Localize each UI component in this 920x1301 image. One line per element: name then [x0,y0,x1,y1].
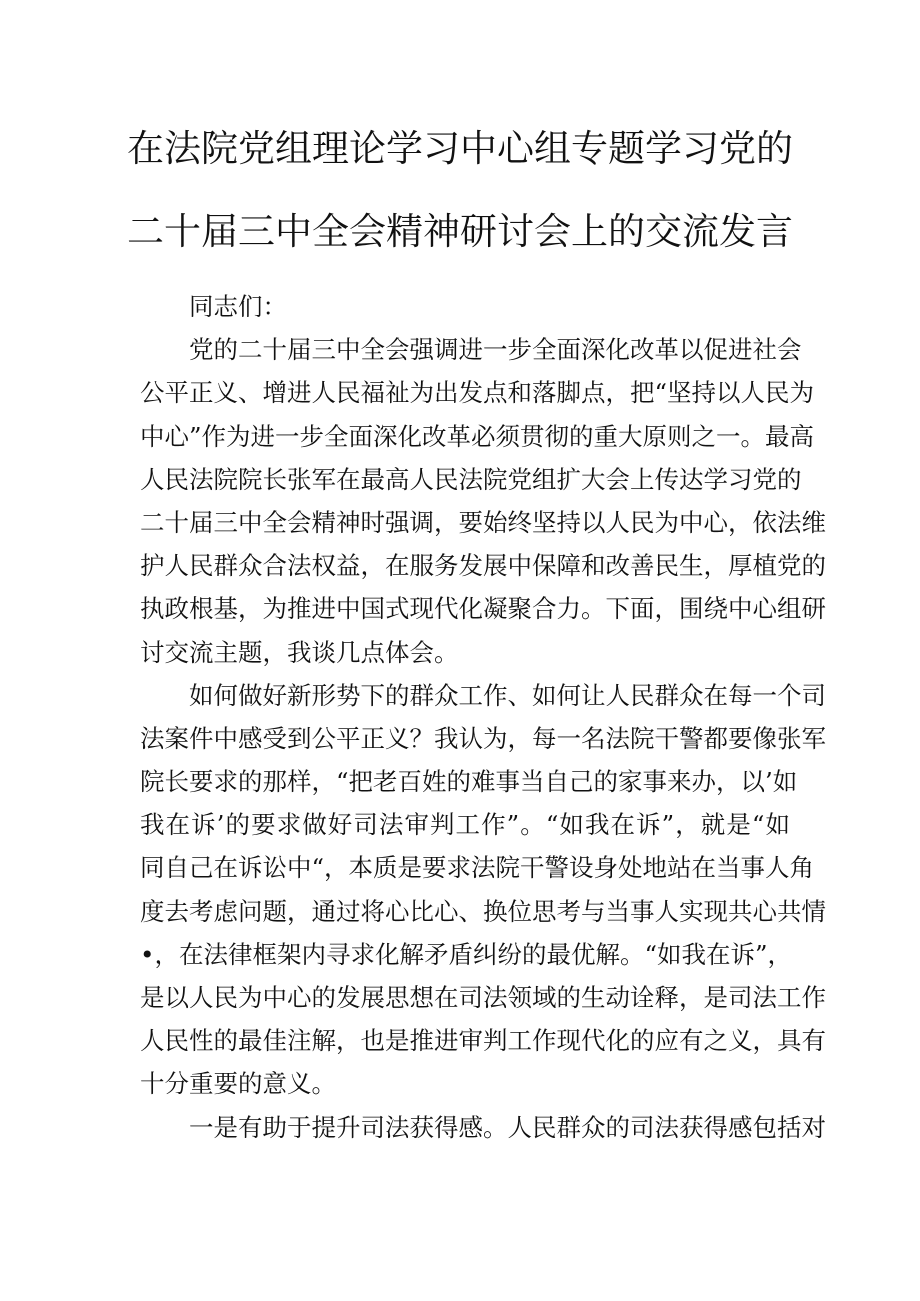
paragraph-1 [140,328,826,674]
paragraph-3 [140,1106,826,1149]
paragraph-line: 护人民群众合法权益，在服务发展中保障和改善民生，厚植党的 [140,551,826,581]
document-title-line-1: 在法院党组理论学习中心组专题学习党的 [127,127,793,170]
paragraph-line: 是以人民为中心的发展思想在司法领域的生动诠释，是司法工作 [140,983,826,1012]
paragraph-line: 院长要求的那样，“把老百姓的难事当自己的家事来办，以’如 [140,767,798,797]
paragraph-line: 中心”作为进一步全面深化改革必须贯彻的重大原则之一。最高 [140,421,815,451]
paragraph-line: 法案件中感受到公平正义？我认为，每一名法院干警都要像张军 [140,723,826,753]
paragraph-line: 人民性的最佳注解，也是推进审判工作现代化的应有之义，具有 [140,1026,826,1056]
paragraph-line: 一是有助于提升司法获得感。人民群众的司法获得感包括对 [189,1112,826,1142]
paragraph-line: 党的二十届三中全会强调进一步全面深化改革以促进社会 [189,335,802,365]
paragraph-line: 二十届三中全会精神时强调，要始终坚持以人民为中心，依法维 [140,507,826,537]
document-body [140,285,826,1149]
paragraph-line: 讨交流主题，我谈几点体会。 [140,637,459,667]
paragraph-line: 如何做好新形势下的群众工作、如何让人民群众在每一个司 [189,680,826,710]
paragraph-line: 公平正义、增进人民福祉为出发点和落脚点，把“坚持以人民为 [140,378,815,408]
paragraph-line: •，在法律框架内寻求化解矛盾纠纷的最优解。“如我在诉”， [140,939,792,969]
paragraph-line: 我在诉’的要求做好司法审判工作”。“如我在诉”，就是“如 [140,810,790,840]
paragraph-line: 人民法院院长张军在最高人民法院党组扩大会上传达学习党的 [140,464,802,494]
paragraph-2 [140,674,826,1106]
paragraph-line: 十分重要的意义。 [140,1069,336,1099]
salutation: 同志们： [189,292,287,321]
paragraph-line: 同自己在诉讼中“，本质是要求法院干警设身处地站在当事人角 [140,853,815,883]
paragraph-line: 度去考虑问题，通过将心比心、换位思考与当事人实现共心共情 [140,896,826,926]
document-title-line-2: 二十届三中全会精神研讨会上的交流发言 [127,210,793,253]
paragraph-line: 执政根基，为推进中国式现代化凝聚合力。下面，围绕中心组研 [140,594,826,624]
